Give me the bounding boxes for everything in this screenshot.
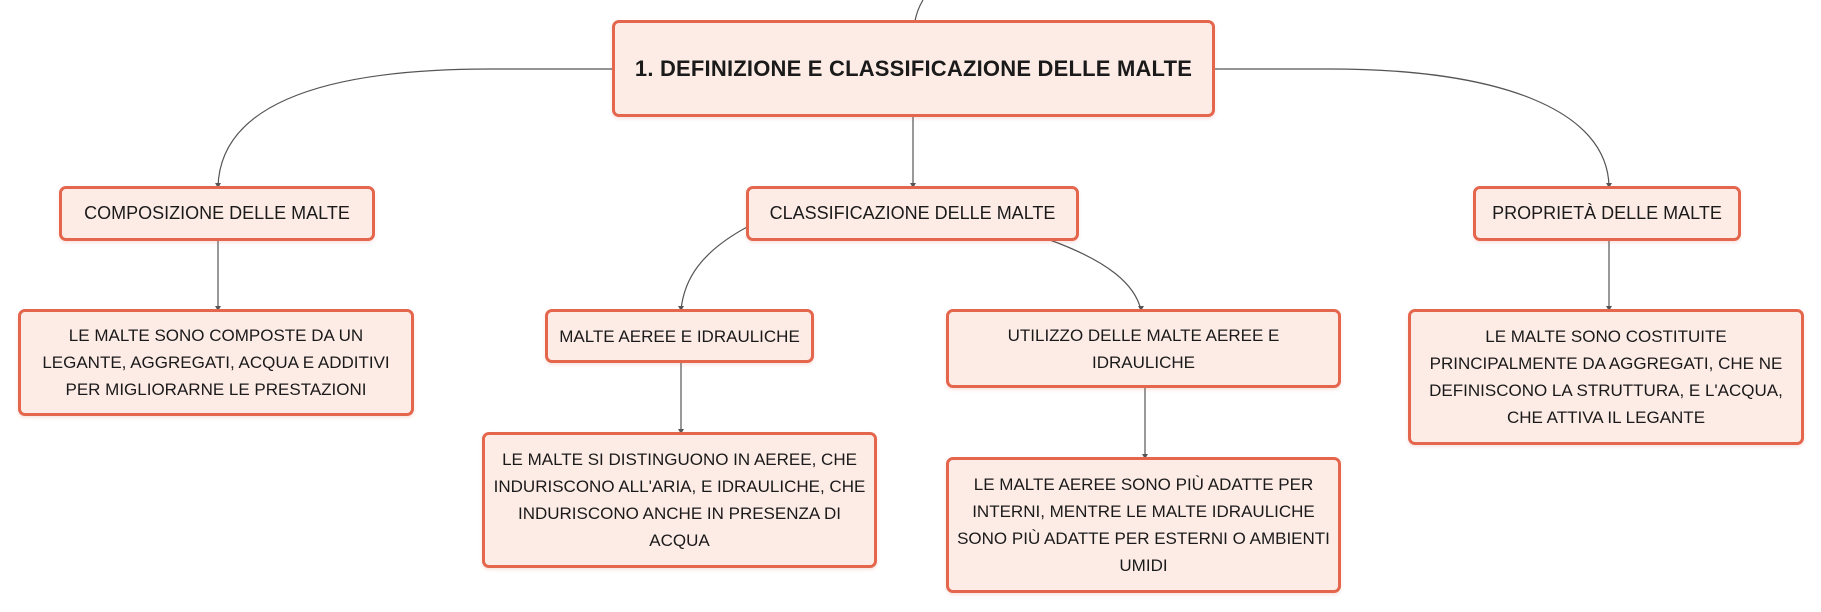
connector-classificazione-utilizzo xyxy=(1050,240,1141,310)
detail-composizione[interactable] xyxy=(18,309,414,416)
topic-composizione[interactable] xyxy=(59,186,375,241)
connector-root-parent xyxy=(915,0,923,21)
detail-composizione-text: LE MALTE SONO COMPOSTE DA UN LEGANTE, AGGREGATI, ACQUA E ADDITIVI PER MIGLIORARNE LE PRESTAZIONI xyxy=(42,326,390,399)
topic-malte-aeree-idrauliche-label: MALTE AEREE E IDRAULICHE xyxy=(559,326,800,346)
topic-proprieta-label: PROPRIETÀ DELLE MALTE xyxy=(1492,203,1722,223)
topic-utilizzo-malte[interactable] xyxy=(946,309,1341,388)
topic-classificazione[interactable] xyxy=(746,186,1079,241)
root-topic-label: 1. DEFINIZIONE E CLASSIFICAZIONE DELLE MALTE xyxy=(634,56,1193,81)
detail-proprieta[interactable] xyxy=(1408,309,1804,445)
connector-root-proprieta xyxy=(1214,69,1609,187)
topic-proprieta[interactable] xyxy=(1473,186,1741,241)
connector-classificazione-aeree xyxy=(681,226,749,310)
topic-utilizzo-malte-label: UTILIZZO DELLE MALTE AEREE E IDRAULICHE xyxy=(1007,325,1280,372)
detail-malte-aeree-idrauliche-text: LE MALTE SI DISTINGUONO IN AEREE, CHE INDURISCONO ALL'ARIA, E IDRAULICHE, CHE INDURISCONO ANCHE IN PRESENZA DI ACQUA xyxy=(493,450,866,550)
detail-utilizzo-malte-text: LE MALTE AEREE SONO PIÙ ADATTE PER INTERNI, MENTRE LE MALTE IDRAULICHE SONO PIÙ ADATTE PER ESTERNI O AMBIENTI UMIDI xyxy=(957,475,1330,575)
detail-proprieta-text: LE MALTE SONO COSTITUITE PRINCIPALMENTE DA AGGREGATI, CHE NE DEFINISCONO LA STRUTTURA, E L'ACQUA, CHE ATTIVA IL LEGANTE xyxy=(1429,327,1783,427)
detail-utilizzo-malte[interactable] xyxy=(946,457,1341,593)
topic-classificazione-label: CLASSIFICAZIONE DELLE MALTE xyxy=(769,203,1056,223)
connector-root-composizione xyxy=(218,69,612,187)
detail-malte-aeree-idrauliche[interactable] xyxy=(482,432,877,568)
root-topic[interactable] xyxy=(612,20,1215,117)
topic-malte-aeree-idrauliche[interactable] xyxy=(545,309,814,363)
topic-composizione-label: COMPOSIZIONE DELLE MALTE xyxy=(84,203,350,223)
